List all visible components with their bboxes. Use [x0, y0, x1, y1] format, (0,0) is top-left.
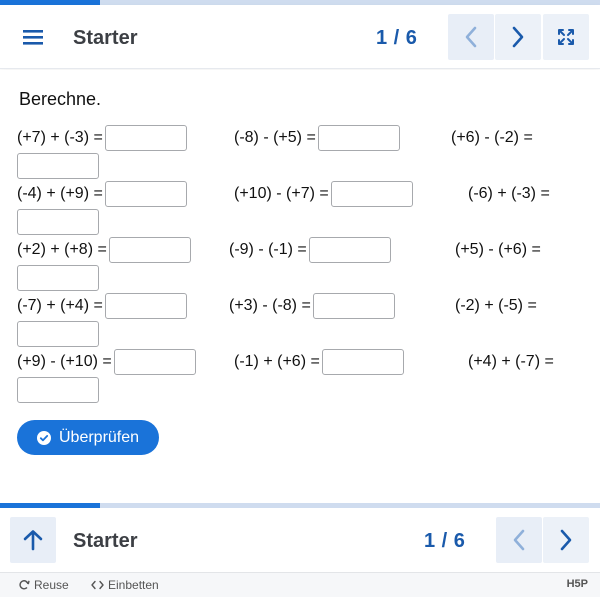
exercise-expression: (+9) - (+10) = [17, 353, 112, 370]
reuse-label: Reuse [34, 578, 69, 592]
scroll-up-button[interactable] [10, 517, 56, 563]
arrow-up-icon [22, 529, 44, 551]
chevron-left-icon [511, 529, 527, 551]
answer-input[interactable] [17, 209, 99, 235]
answer-input[interactable] [105, 181, 187, 207]
exercise-expression: (+4) + (-7) = [468, 353, 554, 370]
exercise-item [229, 237, 429, 263]
exercise-expression: (-1) + (+6) = [234, 353, 320, 370]
answer-input[interactable] [313, 293, 395, 319]
exercise-item [455, 237, 595, 263]
exercise-item [17, 237, 217, 291]
answer-input[interactable] [331, 181, 413, 207]
answer-input[interactable] [322, 349, 404, 375]
top-navigation-bar [0, 5, 600, 69]
slide-counter: 1 / 6 [376, 27, 418, 49]
exercise-item [17, 181, 217, 235]
instruction-text: Berechne. [19, 89, 102, 109]
exercise-item [17, 293, 217, 347]
answer-input[interactable] [17, 153, 99, 179]
exercise-expression: (-7) + (+4) = [17, 297, 103, 314]
exercise-expression: (+5) - (+6) = [455, 241, 541, 258]
exercise-expression: (+7) + (-3) = [17, 129, 103, 146]
exercise-content [0, 70, 600, 503]
exercise-item [229, 293, 429, 319]
footer-page-title: Starter [73, 530, 138, 552]
hamburger-icon [22, 28, 44, 46]
answer-input[interactable] [17, 321, 99, 347]
answer-input[interactable] [309, 237, 391, 263]
embed-link[interactable] [91, 578, 159, 592]
exercise-expression: (-4) + (+9) = [17, 185, 103, 202]
exercise-item [17, 125, 217, 179]
exercise-expression: (-8) - (+5) = [234, 129, 316, 146]
code-icon [91, 580, 104, 590]
exercise-item [451, 125, 591, 151]
check-button[interactable] [17, 420, 159, 455]
chevron-left-icon [463, 26, 479, 48]
footer-slide-counter: 1 / 6 [424, 530, 466, 552]
h5p-logo[interactable]: H5P [566, 578, 588, 590]
bottom-navigation-bar [0, 508, 600, 572]
footer-previous-button[interactable] [496, 517, 542, 563]
exercise-expression: (-6) + (-3) = [468, 185, 550, 202]
exercise-expression: (+10) - (+7) = [234, 185, 329, 202]
chevron-right-icon [558, 529, 574, 551]
exercise-item [468, 181, 593, 207]
check-button-label: Überprüfen [59, 428, 140, 446]
exercise-item [234, 125, 434, 151]
answer-input[interactable] [105, 125, 187, 151]
next-slide-button[interactable] [495, 14, 541, 60]
answer-input[interactable] [17, 265, 99, 291]
exercise-expression: (+2) + (+8) = [17, 241, 107, 258]
exercise-item [17, 349, 217, 403]
answer-input[interactable] [114, 349, 196, 375]
page-title: Starter [73, 27, 138, 49]
exercise-item [234, 181, 434, 207]
answer-input[interactable] [318, 125, 400, 151]
answer-input[interactable] [17, 377, 99, 403]
footer-next-button[interactable] [543, 517, 589, 563]
reuse-link[interactable] [18, 578, 69, 592]
exercise-item [234, 349, 434, 375]
exercise-item [468, 349, 593, 375]
reuse-icon [18, 579, 30, 591]
answer-input[interactable] [109, 237, 191, 263]
exercise-item [455, 293, 595, 319]
exercise-expression: (+6) - (-2) = [451, 129, 533, 146]
menu-button[interactable] [10, 14, 56, 60]
previous-slide-button[interactable] [448, 14, 494, 60]
exercise-expression: (-2) + (-5) = [455, 297, 537, 314]
fullscreen-button[interactable] [543, 14, 589, 60]
chevron-right-icon [510, 26, 526, 48]
exercise-expression: (-9) - (-1) = [229, 241, 307, 258]
answer-input[interactable] [105, 293, 187, 319]
fullscreen-icon [556, 27, 576, 47]
embed-label: Einbetten [108, 578, 159, 592]
check-circle-icon [37, 431, 51, 445]
h5p-footer [0, 572, 600, 597]
exercise-expression: (+3) - (-8) = [229, 297, 311, 314]
